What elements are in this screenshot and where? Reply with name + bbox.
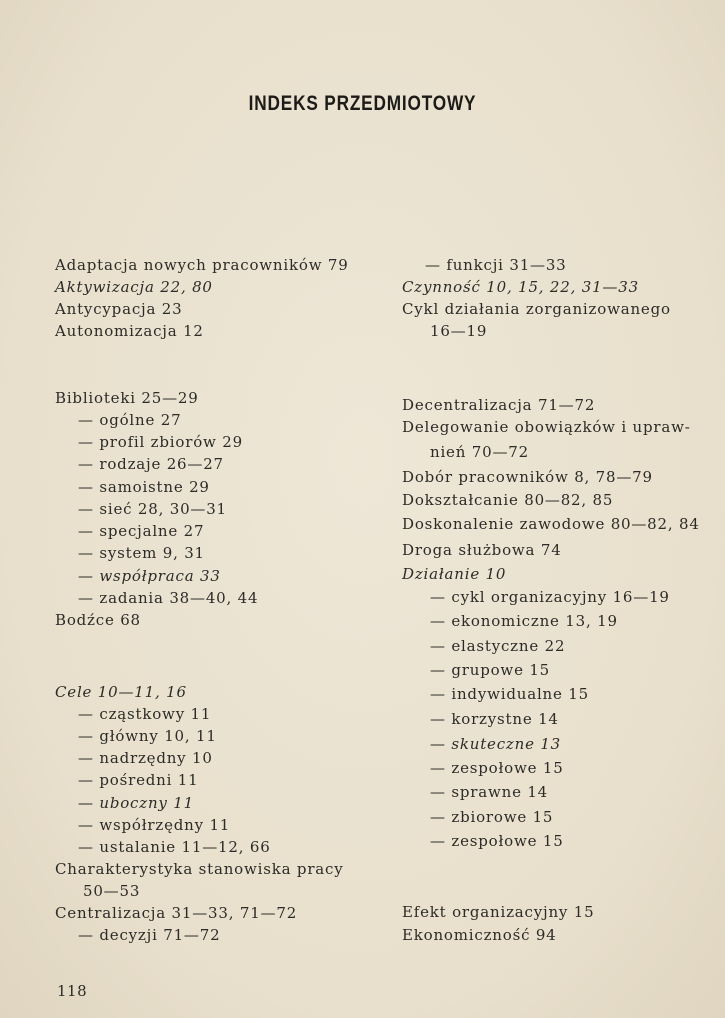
index-subentry: — ogólne 27 — [78, 411, 182, 429]
index-subentry: — ustalanie 11—12, 66 — [78, 838, 271, 856]
index-entry: Bodźce 68 — [55, 611, 141, 629]
index-subentry: — funkcji 31—33 — [425, 256, 567, 274]
index-subentry: — uboczny 11 — [78, 794, 194, 812]
index-subentry: — zespołowe 15 — [430, 832, 564, 850]
index-subentry: — sprawne 14 — [430, 783, 549, 801]
index-entry: Dobór pracowników 8, 78—79 — [402, 468, 653, 486]
index-subentry: — sieć 28, 30—31 — [78, 500, 227, 518]
index-entry: Droga służbowa 74 — [402, 541, 562, 559]
index-entry: Charakterystyka stanowiska pracy — [55, 860, 344, 878]
page-title: INDEKS PRZEDMIOTOWY — [248, 92, 477, 115]
index-entry: Ekonomiczność 94 — [402, 926, 557, 944]
index-entry: Cykl działania zorganizowanego — [402, 300, 671, 318]
index-entry: Dokształcanie 80—82, 85 — [402, 491, 614, 509]
index-entry: Autonomizacja 12 — [55, 322, 204, 340]
index-subentry: — główny 10, 11 — [78, 727, 217, 745]
index-subentry: — cząstkowy 11 — [78, 705, 212, 723]
index-subentry: — specjalne 27 — [78, 522, 205, 540]
index-subentry: — samoistne 29 — [78, 478, 210, 496]
index-subentry: — skuteczne 13 — [430, 735, 562, 753]
index-subentry: — profil zbiorów 29 — [78, 433, 243, 451]
index-entry: Czynność 10, 15, 22, 31—33 — [402, 278, 639, 296]
index-subentry: — zadania 38—40, 44 — [78, 589, 259, 607]
index-entry: Antycypacja 23 — [55, 300, 183, 318]
index-entry: Centralizacja 31—33, 71—72 — [55, 904, 298, 922]
index-subentry: — współrzędny 11 — [78, 816, 231, 834]
index-entry: Biblioteki 25—29 — [55, 389, 199, 407]
index-subentry: — współpraca 33 — [78, 567, 221, 585]
index-entry-continuation: 50—53 — [83, 882, 141, 900]
index-entry-continuation: 16—19 — [430, 322, 488, 340]
index-subentry: — rodzaje 26—27 — [78, 455, 224, 473]
index-entry: Efekt organizacyjny 15 — [402, 903, 595, 921]
index-entry: Decentralizacja 71—72 — [402, 396, 596, 414]
index-entry: Adaptacja nowych pracowników 79 — [55, 256, 349, 274]
index-subentry: — system 9, 31 — [78, 544, 205, 562]
index-subentry: — zbiorowe 15 — [430, 808, 554, 826]
index-entry-continuation: nień 70—72 — [430, 443, 529, 461]
index-subentry: — pośredni 11 — [78, 771, 199, 789]
index-subentry: — decyzji 71—72 — [78, 926, 221, 944]
page-number: 118 — [57, 982, 88, 1000]
index-subentry: — zespołowe 15 — [430, 759, 564, 777]
index-subentry: — elastyczne 22 — [430, 637, 566, 655]
index-subentry: — ekonomiczne 13, 19 — [430, 612, 618, 630]
index-entry: Doskonalenie zawodowe 80—82, 84 — [402, 515, 700, 533]
index-subentry: — grupowe 15 — [430, 661, 551, 679]
index-subentry: — nadrzędny 10 — [78, 749, 213, 767]
index-entry: Działanie 10 — [402, 565, 507, 583]
index-subentry: — indywidualne 15 — [430, 685, 589, 703]
index-entry: Aktywizacja 22, 80 — [55, 278, 213, 296]
index-entry: Cele 10—11, 16 — [55, 683, 187, 701]
index-subentry: — cykl organizacyjny 16—19 — [430, 588, 670, 606]
index-entry: Delegowanie obowiązków i upraw- — [402, 418, 691, 436]
index-subentry: — korzystne 14 — [430, 710, 559, 728]
